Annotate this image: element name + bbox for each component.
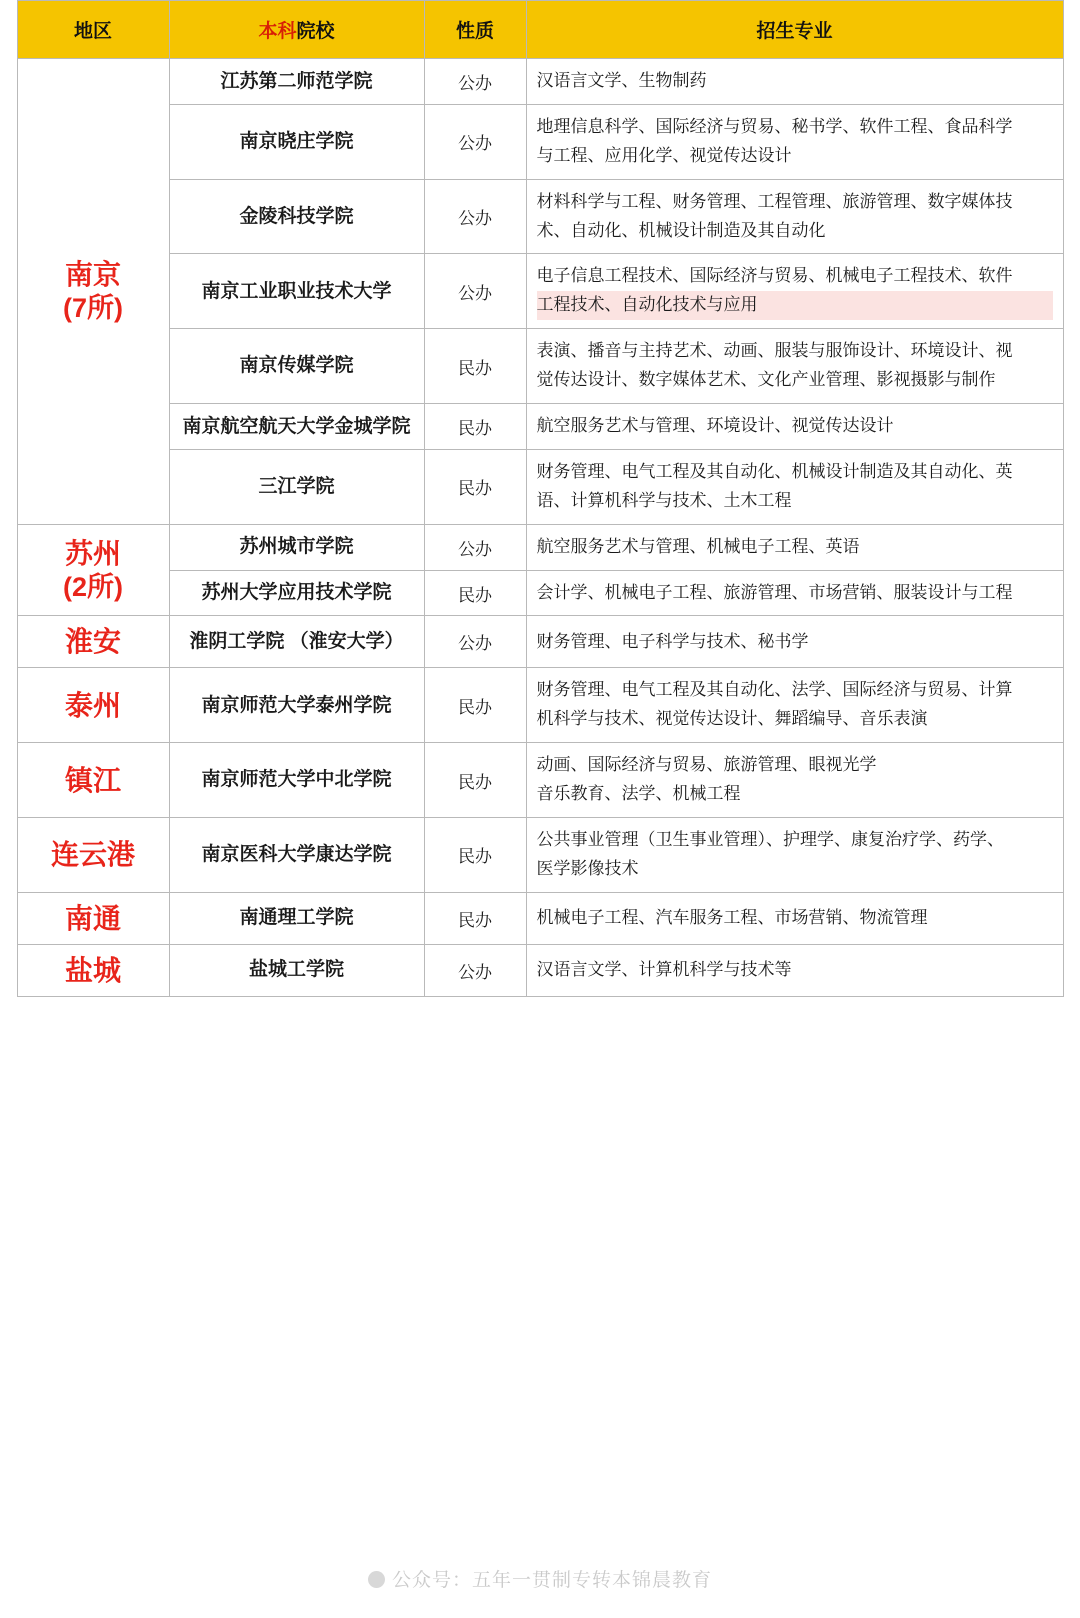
majors-cell <box>526 104 1063 179</box>
majors-line: 材料科学与工程、财务管理、工程管理、旅游管理、数字媒体技 <box>536 191 1013 211</box>
table-row <box>17 818 1063 893</box>
school-name-line: （淮安大学） <box>289 631 404 653</box>
majors-cell <box>526 668 1063 743</box>
school-name: 南京师范大学泰州学院 <box>169 668 424 743</box>
header-type: 性质 <box>424 1 526 59</box>
majors-cell <box>526 892 1063 944</box>
region-name: 淮安 <box>64 626 121 658</box>
school-name: 南京工业职业技术大学 <box>169 254 424 329</box>
region-cell-taizhou <box>17 668 169 743</box>
header-school-rest: 院校 <box>296 21 335 42</box>
school-type: 公办 <box>424 524 526 570</box>
header-school-highlight: 本科 <box>258 21 297 42</box>
school-name: 苏州大学应用技术学院 <box>169 570 424 616</box>
school-type: 民办 <box>424 668 526 743</box>
majors-line: 医学影像技术 <box>536 858 639 878</box>
majors-line: 觉传达设计、数字媒体艺术、文化产业管理、影视摄影与制作 <box>536 370 996 390</box>
majors-cell <box>526 449 1063 524</box>
school-type: 公办 <box>424 944 526 996</box>
majors-cell <box>526 404 1063 450</box>
school-name <box>169 616 424 668</box>
table-row <box>17 524 1063 570</box>
majors-line: 航空服务艺术与管理、环境设计、视觉传达设计 <box>536 416 894 436</box>
region-cell-yancheng <box>17 944 169 996</box>
school-name: 苏州城市学院 <box>169 524 424 570</box>
school-name: 三江学院 <box>169 449 424 524</box>
region-cell-huaian <box>17 616 169 668</box>
majors-cell <box>526 254 1063 329</box>
majors-line: 汉语言文学、生物制药 <box>536 71 707 90</box>
majors-line: 机械电子工程、汽车服务工程、市场营销、物流管理 <box>536 907 928 927</box>
majors-line: 表演、播音与主持艺术、动画、服装与服饰设计、环境设计、视 <box>536 341 1013 361</box>
majors-line: 动画、国际经济与贸易、旅游管理、眼视光学 <box>536 755 877 775</box>
region-cell-nantong <box>17 892 169 944</box>
region-name: 南通 <box>64 902 121 934</box>
region-name: 盐城 <box>64 954 121 986</box>
watermark-text: 公众号：五年一贯制专转本锦晨教育 <box>391 1570 712 1591</box>
header-majors: 招生专业 <box>526 1 1063 59</box>
majors-line: 会计学、机械电子工程、旅游管理、市场营销、服装设计与工程 <box>536 582 1013 602</box>
region-count: (7所) <box>63 292 123 323</box>
table-row <box>17 59 1063 105</box>
majors-cell <box>526 59 1063 105</box>
watermark <box>0 1565 1080 1592</box>
majors-line: 语、计算机科学与技术、土木工程 <box>536 490 792 510</box>
region-name: 苏州 <box>64 537 121 569</box>
table-row <box>17 404 1063 450</box>
region-count: (2所) <box>63 571 123 602</box>
table-row <box>17 616 1063 668</box>
school-name: 南京医科大学康达学院 <box>169 818 424 893</box>
majors-line: 财务管理、电气工程及其自动化、机械设计制造及其自动化、英 <box>536 461 1013 481</box>
table-row <box>17 570 1063 616</box>
table-row <box>17 179 1063 254</box>
majors-line: 与工程、应用化学、视觉传达设计 <box>536 145 792 165</box>
region-cell-suzhou <box>17 524 169 616</box>
school-type: 公办 <box>424 104 526 179</box>
school-type: 民办 <box>424 892 526 944</box>
school-name: 盐城工学院 <box>169 944 424 996</box>
region-cell-zhenjiang <box>17 743 169 818</box>
admissions-table <box>17 0 1064 997</box>
majors-line: 电子信息工程技术、国际经济与贸易、机械电子工程技术、软件 <box>536 266 1013 286</box>
school-name-line: 淮阴工学院 <box>189 631 285 653</box>
majors-cell <box>526 570 1063 616</box>
school-type: 民办 <box>424 818 526 893</box>
table-row <box>17 449 1063 524</box>
school-type: 民办 <box>424 570 526 616</box>
majors-cell <box>526 616 1063 668</box>
table-body <box>17 59 1063 997</box>
table-row <box>17 254 1063 329</box>
school-name: 南京师范大学中北学院 <box>169 743 424 818</box>
school-type: 民办 <box>424 329 526 404</box>
majors-cell <box>526 524 1063 570</box>
school-name: 南京传媒学院 <box>169 329 424 404</box>
majors-line: 机科学与技术、视觉传达设计、舞蹈编导、音乐表演 <box>536 709 928 729</box>
majors-line: 航空服务艺术与管理、机械电子工程、英语 <box>536 536 860 556</box>
region-cell-nanjing <box>17 59 169 525</box>
school-type: 民办 <box>424 404 526 450</box>
region-name: 南京 <box>64 258 121 290</box>
majors-line: 音乐教育、法学、机械工程 <box>536 784 741 804</box>
region-name: 镇江 <box>64 764 121 796</box>
majors-line-highlighted: 工程技术、自动化技术与应用 <box>537 291 1053 320</box>
region-cell-lianyungang <box>17 818 169 893</box>
table-row <box>17 743 1063 818</box>
table-header <box>17 1 1063 59</box>
school-name: 金陵科技学院 <box>169 179 424 254</box>
school-type: 民办 <box>424 743 526 818</box>
school-type: 公办 <box>424 254 526 329</box>
school-name: 江苏第二师范学院 <box>169 59 424 105</box>
majors-line: 地理信息科学、国际经济与贸易、秘书学、软件工程、食品科学 <box>536 116 1013 136</box>
table-row <box>17 104 1063 179</box>
table-row <box>17 329 1063 404</box>
table-row <box>17 892 1063 944</box>
table-row <box>17 668 1063 743</box>
header-row <box>17 1 1063 59</box>
majors-line: 财务管理、电气工程及其自动化、法学、国际经济与贸易、计算 <box>536 680 1013 700</box>
school-name: 南京晓庄学院 <box>169 104 424 179</box>
region-name: 泰州 <box>64 689 121 721</box>
majors-cell <box>526 179 1063 254</box>
school-name: 南通理工学院 <box>169 892 424 944</box>
majors-cell <box>526 743 1063 818</box>
majors-cell <box>526 818 1063 893</box>
table-row <box>17 944 1063 996</box>
school-type: 公办 <box>424 59 526 105</box>
majors-line: 汉语言文学、计算机科学与技术等 <box>536 959 792 979</box>
majors-cell <box>526 329 1063 404</box>
school-name: 南京航空航天大学金城学院 <box>169 404 424 450</box>
school-type: 公办 <box>424 179 526 254</box>
majors-cell <box>526 944 1063 996</box>
majors-line: 术、自动化、机械设计制造及其自动化 <box>536 220 826 240</box>
majors-line: 财务管理、电子科学与技术、秘书学 <box>536 631 809 651</box>
region-name: 连云港 <box>50 839 135 871</box>
school-type: 公办 <box>424 616 526 668</box>
header-school <box>169 1 424 59</box>
school-type: 民办 <box>424 449 526 524</box>
header-region: 地区 <box>17 1 169 59</box>
watermark-logo-icon <box>368 1571 385 1588</box>
majors-line: 公共事业管理（卫生事业管理）、护理学、康复治疗学、药学、 <box>536 830 1004 850</box>
